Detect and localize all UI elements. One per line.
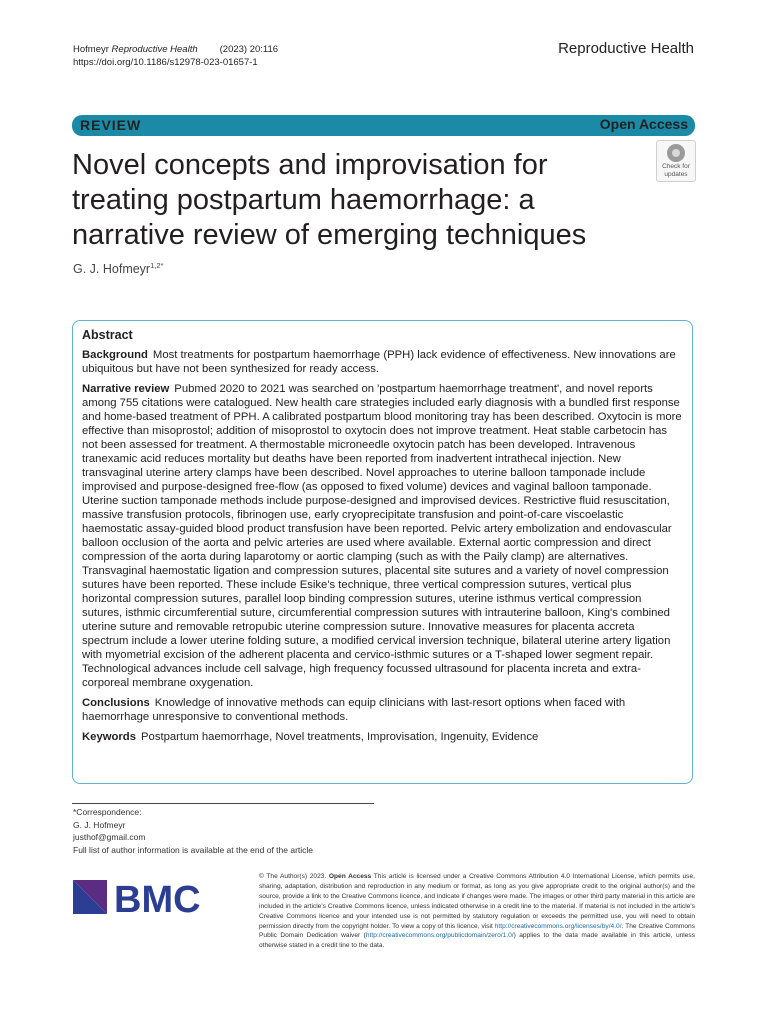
header-journal: Reproductive Health bbox=[111, 44, 198, 55]
check-updates-icon bbox=[667, 144, 685, 162]
footnote-divider bbox=[72, 803, 374, 804]
license-copyright: © The Author(s) 2023. bbox=[259, 873, 327, 880]
author-affiliation: 1,2* bbox=[150, 261, 164, 270]
license-body-3: ) applies to the data made available in this article, unless otherwise stated in a credit line to the data. bbox=[259, 932, 695, 950]
correspondence-label: *Correspondence: bbox=[73, 807, 142, 817]
author-info-note: Full list of author information is available at the end of the article bbox=[73, 844, 314, 855]
license-body-2: . The Creative Commons Public Domain Dedication waiver ( bbox=[259, 922, 695, 940]
bmc-logo bbox=[73, 876, 215, 923]
conclusions-label: Conclusions bbox=[82, 697, 150, 709]
badge-line-1: Check for bbox=[662, 163, 690, 170]
journal-name: Reproductive Health bbox=[558, 40, 694, 57]
correspondence-email[interactable]: justhof@gmail.com bbox=[73, 832, 146, 842]
article-type-bar bbox=[72, 115, 695, 136]
abstract-box bbox=[72, 320, 693, 784]
article-type-label: REVIEW bbox=[80, 117, 142, 133]
license-open-access: Open Access bbox=[328, 873, 372, 880]
badge-line-2: updates bbox=[664, 171, 688, 178]
bmc-logo-icon bbox=[73, 876, 215, 918]
background-label: Background bbox=[82, 349, 148, 361]
license-body: This article is licensed under a Creative Commons Attribution 4.0 International License, which permits use, sharing, adaptation, distribution and reproduction in any medium or format, as long as you give appropriate credit to the original author(s) and the source, provide a link to the Creative Commons licence, and indicate if changes were made. The images or other third party material in this article are included in the article's Creative Commons licence, unless indicated otherwise in a credit line to the material. If material is not included in the article's Creative Commons licence and your intended use is not permitted by statutory regulation or exceeds the permitted use, you will need to obtain permission directly from the copyright holder. To view a copy of this licence, visit bbox=[259, 873, 695, 930]
header-citation-line bbox=[73, 43, 278, 56]
header-citation: (2023) 20:116 bbox=[219, 44, 279, 55]
author-name: G. J. Hofmeyr bbox=[73, 262, 151, 277]
open-access-label: Open Access bbox=[599, 116, 688, 132]
header-author: Hofmeyr bbox=[73, 44, 109, 55]
author-line bbox=[73, 261, 163, 276]
correspondence-block bbox=[73, 806, 313, 856]
conclusions-text: Knowledge of innovative methods can equip clinicians with last-resort options when faced with haemorrhage unresponsive to conventional methods. bbox=[82, 697, 626, 723]
license-link-by[interactable]: http://creativecommons.org/licenses/by/4.0/ bbox=[494, 922, 622, 930]
narrative-review-label: Narrative review bbox=[82, 383, 170, 395]
keywords-text: Postpartum haemorrhage, Novel treatments, Improvisation, Ingenuity, Evidence bbox=[141, 731, 539, 743]
logo-text: BMC bbox=[114, 879, 201, 918]
header-doi[interactable]: https://doi.org/10.1186/s12978-023-01657-1 bbox=[73, 57, 258, 68]
keywords-label: Keywords bbox=[82, 731, 136, 743]
license-link-zero[interactable]: http://creativecommons.org/publicdomain/zero/1.0/ bbox=[365, 932, 514, 940]
abstract-conclusions bbox=[82, 696, 683, 724]
license-text bbox=[259, 872, 695, 951]
check-for-updates-badge[interactable] bbox=[656, 140, 696, 182]
running-header bbox=[73, 43, 278, 69]
abstract-heading: Abstract bbox=[82, 328, 133, 342]
narrative-review-text: Pubmed 2020 to 2021 was searched on 'postpartum haemorrhage treatment', and novel reports among 755 citations were catalogued. New health care strategies included early diagnosis with a bundled first response and home-based treatment of PPH. A calibrated postpartum blood monitoring tray has been described. Oxytocin is more effective than misoprostol; addition of misoprostol to oxytocin does not improve treatment. Heat stable carbetocin has not been assessed for treatment. A thermostable microneedle oxytocin patch has been developed. Intravenous tranexamic acid reduces mortality but deaths have been reported from inadvertent intrathecal injection. New transvaginal uterine artery clamps have been described. Novel approaches to uterine balloon tamponade include improvised and purpose-designed free-flow (as opposed to fixed volume) devices and vaginal balloon tamponade. Uterine suction tamponade methods include purpose-designed and improvised devices. Restrictive fluid resuscitation, massive transfusion protocols, fibrinogen use, early cryoprecipitate transfusion and point-of-care viscoelastic haemostatic assay-guided blood product transfusion have been reported. Pelvic artery embolization and endovascular balloon occlusion of the aorta and pelvic arteries are used where available. External aortic compression and direct compression of the aorta during laparotomy or aortic clamping (such as with the Paily clamp) are alternatives. Transvaginal haemostatic ligation and compression sutures, placental site sutures and a variety of novel compression sutures have been reported. These include Esike's technique, three vertical compression sutures, vertical plus horizontal compression sutures, parallel loop binding compression sutures, uterine isthmus vertical compression sutures, isthmic circumferential suture, circumferential compression sutures with intrauterine balloon, King's combined uterine suture and removable retropubic uterine compression suture. Innovative measures for placenta accreta spectrum include a lower uterine folding suture, a modified cervical inversion technique, bilateral uterine artery ligation with myometrial excision of the adherent placenta and cervico-isthmic sutures or a T-shaped lower segment repair. Technological advances include cell salvage, high frequency focussed ultrasound for placenta increta and extra-corporeal membrane oxygenation. bbox=[82, 383, 682, 689]
abstract-background bbox=[82, 348, 683, 376]
correspondence-name: G. J. Hofmeyr bbox=[73, 819, 126, 830]
article-title: Novel concepts and improvisation for treating postpartum haemorrhage: a narrative review of emerging techniques bbox=[72, 149, 587, 251]
background-text: Most treatments for postpartum haemorrhage (PPH) lack evidence of effectiveness. New innovations are ubiquitous but have not been synthesized for ready access. bbox=[82, 349, 676, 375]
abstract-narrative-review bbox=[82, 382, 683, 690]
abstract-keywords bbox=[82, 730, 683, 744]
